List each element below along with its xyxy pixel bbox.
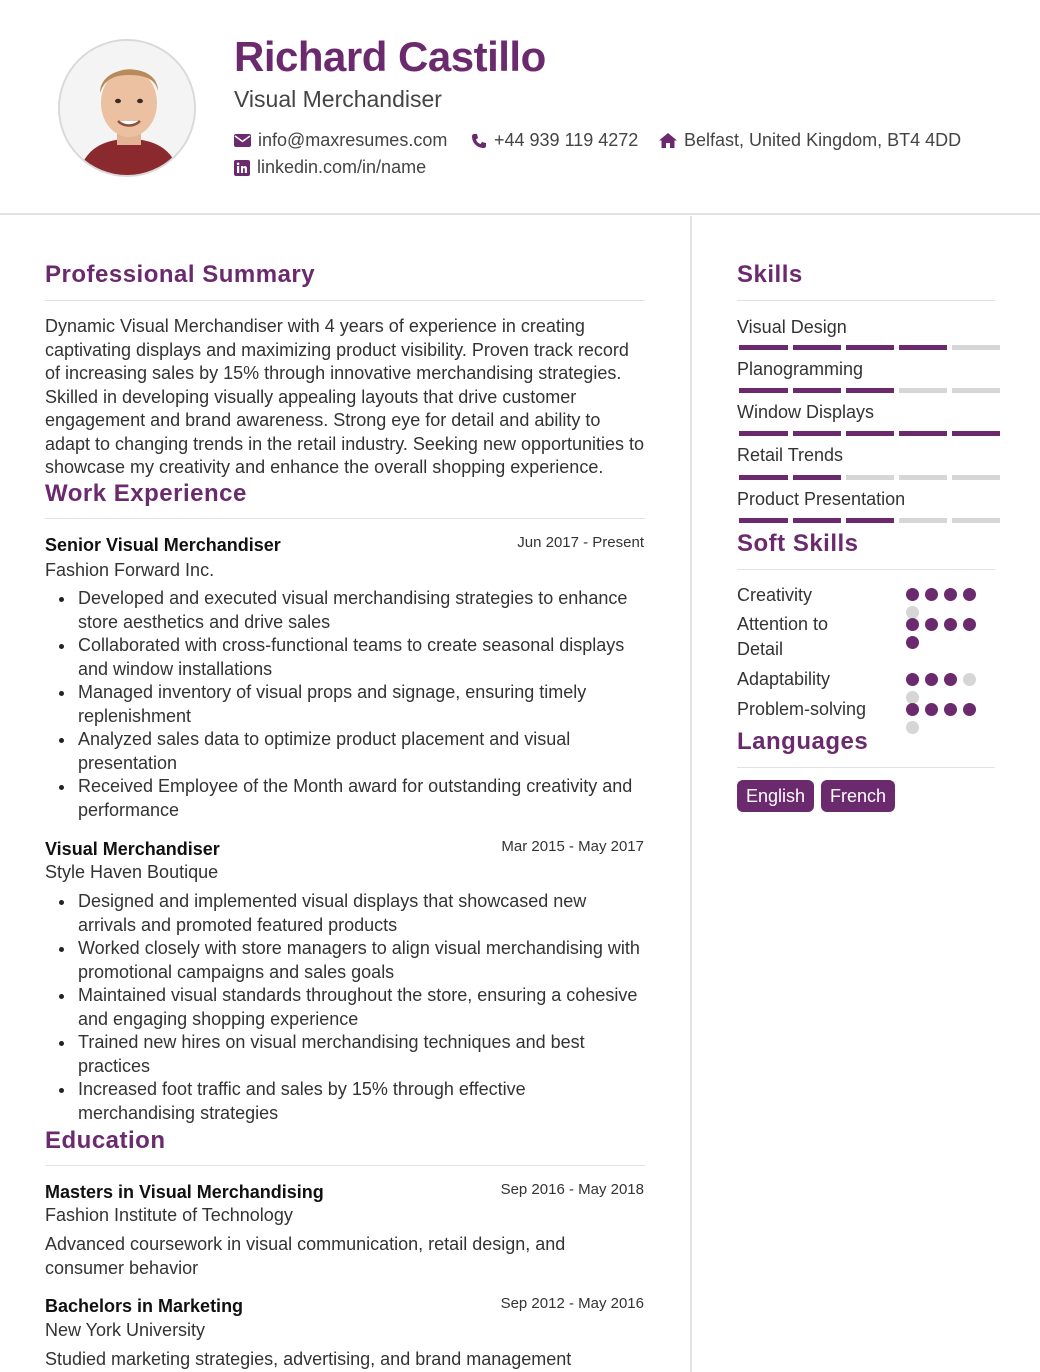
soft-skill-level-dot [925,673,938,686]
soft-skill-name: Adaptability [737,669,831,689]
skill-level-bar [739,431,1000,436]
job-dates: Jun 2017 - Present [517,534,644,551]
experience-rule [45,518,645,519]
skill-level-segment [846,345,894,350]
skills-rule [737,300,995,301]
skill-level-segment [952,345,1000,350]
soft-skill-level-dot [906,636,919,649]
soft-skill-dots [906,618,986,649]
degree-title: Masters in Visual Merchandising [45,1182,324,1202]
skill-level-segment [793,475,841,480]
languages-rule [737,767,995,768]
profile-photo [58,39,196,177]
contact-linkedin[interactable] [234,157,426,178]
soft-skill-level-dot [906,721,919,734]
soft-skill-level-dot [944,703,957,716]
soft-skill-level-dot [963,588,976,601]
soft-skill-name: Problem-solving [737,699,867,719]
soft-skill-level-dot [925,588,938,601]
soft-skill-dots [906,588,986,619]
skill-name: Planogramming [737,359,864,379]
soft-skill-dots [906,703,986,734]
soft-skill-level-dot [944,673,957,686]
skill-level-segment [793,388,841,393]
soft-skill-level-dot [906,588,919,601]
job-role: Visual Merchandiser [45,839,220,859]
job-bullet: Collaborated with cross-functional teams to create seasonal displays and window installations [46,634,646,681]
summary-rule [45,300,645,301]
soft-skills-heading: Soft Skills [737,530,859,557]
job-company: Fashion Forward Inc. [45,560,215,580]
job-bullet: Developed and executed visual merchandising strategies to enhance store aesthetics and drive sales [46,587,646,634]
contact-email-text: info@maxresumes.com [258,130,448,150]
skill-level-segment [952,388,1000,393]
skill-level-segment [793,345,841,350]
skill-level-bar [739,475,1000,480]
soft-skill-level-dot [944,618,957,631]
candidate-name: Richard Castillo [234,33,546,80]
skill-level-segment [739,388,788,393]
job-bullet: Analyzed sales data to optimize product placement and visual presentation [46,728,646,775]
soft-skill-level-dot [944,588,957,601]
languages-heading: Languages [737,728,869,755]
language-tag: English [737,780,814,812]
job-bullets [46,587,646,822]
job-dates: Mar 2015 - May 2017 [501,838,644,855]
skill-level-segment [952,431,1000,436]
envelope-icon [234,134,251,147]
job-bullet: Maintained visual standards throughout the store, ensuring a cohesive and engaging shopping experience [46,984,646,1031]
soft-skill-level-dot [906,673,919,686]
skill-level-segment [846,518,894,523]
skill-level-segment [899,345,947,350]
soft-skill-level-dot [963,618,976,631]
job-bullet: Received Employee of the Month award for outstanding creativity and performance [46,775,646,822]
skill-name: Retail Trends [737,445,844,465]
phone-icon [471,133,487,149]
soft-skill-name: Attention to Detail [737,614,829,659]
contact-phone[interactable] [471,130,638,151]
skill-level-segment [899,388,947,393]
job-bullet: Trained new hires on visual merchandising techniques and best practices [46,1031,646,1078]
home-icon [659,133,677,148]
skill-level-segment [846,388,894,393]
degree-dates: Sep 2012 - May 2016 [500,1295,644,1312]
degree-school: Fashion Institute of Technology [45,1205,293,1225]
contact-phone-text: +44 939 119 4272 [494,130,639,150]
skill-level-segment [899,518,947,523]
skill-level-segment [739,475,788,480]
skill-level-bar [739,345,1000,350]
degree-school: New York University [45,1320,206,1340]
summary-text: Dynamic Visual Merchandiser with 4 years of experience in creating captivating displays and maximizing product visibility. Proven track record of increasing sales by 15% through innovative merchandising strategies. Skilled in developing visually appealing layouts that drive customer engagement and brand awareness. Strong eye for detail and ability to adapt to changing trends in the retail industry. Seeking new opportunities to showcase my creativity and enhance the overall shopping experience. [45,316,645,477]
soft-skill-level-dot [906,618,919,631]
skills-heading: Skills [737,261,803,288]
soft-skill-level-dot [963,673,976,686]
skill-level-segment [846,431,894,436]
skill-level-segment [952,475,1000,480]
degree-description: Studied marketing strategies, advertising, and brand management [45,1349,572,1369]
soft-skills-rule [737,569,995,570]
resume-header [0,0,1040,215]
skill-name: Window Displays [737,402,875,422]
skill-name: Product Presentation [737,489,906,509]
skill-level-segment [739,518,788,523]
contact-email[interactable] [234,130,447,151]
language-tag: French [821,780,895,812]
job-role: Senior Visual Merchandiser [45,535,281,555]
profile-photo-illustration [60,41,196,177]
contact-address [659,130,961,151]
soft-skill-level-dot [925,703,938,716]
skill-level-segment [739,345,788,350]
skill-level-bar [739,518,1000,523]
job-company: Style Haven Boutique [45,862,219,882]
job-bullet: Designed and implemented visual displays that showcased new arrivals and promoted featured products [46,890,646,937]
soft-skill-level-dot [963,703,976,716]
skill-level-segment [739,431,788,436]
skill-level-segment [899,475,947,480]
education-rule [45,1165,645,1166]
soft-skill-level-dot [906,703,919,716]
job-bullet: Managed inventory of visual props and signage, ensuring timely replenishment [46,681,646,728]
education-heading: Education [45,1127,166,1154]
job-bullet: Worked closely with store managers to align visual merchandising with promotional campaigns and sales goals [46,937,646,984]
experience-heading: Work Experience [45,480,247,507]
degree-description: Advanced coursework in visual communication, retail design, and consumer behavior [45,1234,566,1278]
skill-level-bar [739,388,1000,393]
linkedin-icon [234,160,250,176]
contact-address-text: Belfast, United Kingdom, BT4 4DD [684,130,962,150]
soft-skill-name: Creativity [737,585,813,605]
skill-level-segment [899,431,947,436]
soft-skill-dots [906,673,986,704]
job-bullets [46,890,646,1125]
degree-title: Bachelors in Marketing [45,1296,244,1316]
skill-name: Visual Design [737,317,847,337]
skill-level-segment [793,431,841,436]
contact-linkedin-text: linkedin.com/in/name [257,157,427,177]
job-bullet: Increased foot traffic and sales by 15% through effective merchandising strategies [46,1078,646,1125]
summary-heading: Professional Summary [45,261,316,288]
degree-dates: Sep 2016 - May 2018 [500,1181,644,1198]
column-divider [690,216,692,1372]
skill-level-segment [793,518,841,523]
skill-level-segment [846,475,894,480]
soft-skill-level-dot [925,618,938,631]
skill-level-segment [952,518,1000,523]
candidate-title: Visual Merchandiser [234,86,442,112]
